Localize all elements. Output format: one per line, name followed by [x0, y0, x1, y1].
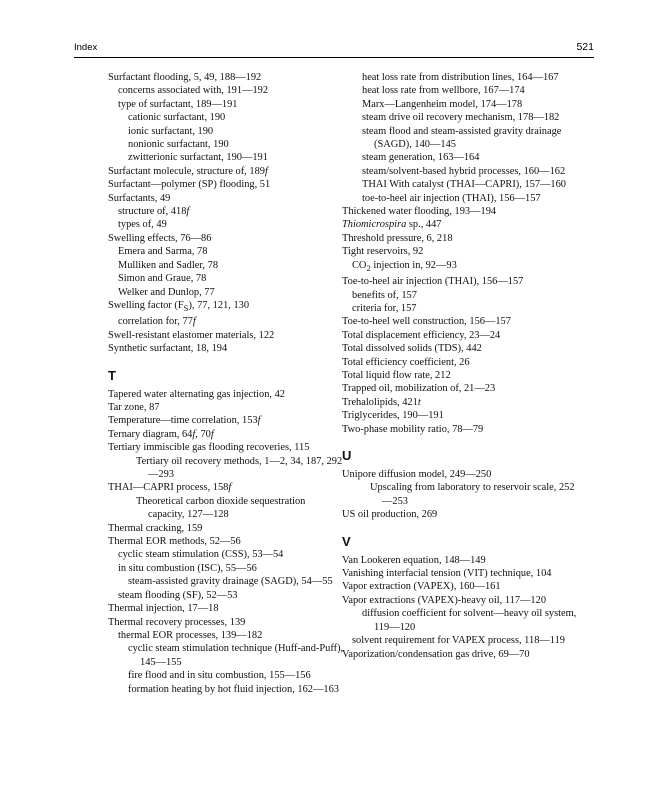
index-entry [342, 218, 578, 231]
index-subentry: cyclic steam stimulation technique (Huff-and-Puff), 145—155 [128, 643, 344, 668]
figure-marker: f [228, 482, 232, 494]
index-subentry: fire flood and in situ combustion, 155—156 [128, 670, 311, 682]
entry-text: sp., 447 [406, 219, 442, 231]
section-letter-u: U [342, 448, 352, 464]
index-subentry [108, 315, 344, 328]
index-entry: Theoretical carbon dioxide sequestration capacity, 127—128 [136, 495, 306, 521]
index-entry: Synthetic surfactant, 18, 194 [108, 343, 228, 355]
index-entry: Two-phase mobility ratio, 78—79 [342, 423, 484, 435]
index-subentry: steam/solvent-based hybrid processes, 160—162 [362, 165, 566, 177]
index-subentry [342, 259, 578, 275]
section-letter-v: V [342, 533, 351, 549]
index-subentry: steam flooding (SF), 52—53 [118, 589, 238, 601]
index-subentry: steam generation, 163—164 [362, 152, 480, 164]
running-header-section: Index [74, 42, 98, 53]
figure-marker: f [264, 165, 268, 177]
index-subentry: Marx—Langenheim model, 174—178 [362, 98, 523, 110]
index-subentry: Simon and Graue, 78 [118, 273, 207, 285]
index-entry: Tight reservoirs, 92 [342, 246, 424, 258]
entry-text: Surfactant molecule, structure of, 189 [108, 165, 265, 177]
index-subentry: in situ combustion (ISC), 55—56 [118, 562, 257, 574]
index-entry: Total displacement efficiency, 23—24 [342, 329, 501, 341]
index-entry: Total dissolved solids (TDS), 442 [342, 343, 482, 355]
index-entry: Toe-to-heel well construction, 156—157 [342, 316, 511, 328]
index-entry: Thermal cracking, 159 [108, 522, 203, 534]
index-entry: Surfactant flooding, 5, 49, 188—192 [108, 72, 262, 83]
index-entry: Van Lookeren equation, 148—149 [342, 554, 486, 566]
entry-text: CO [352, 259, 367, 271]
entry-text: Swelling factor (F [108, 299, 184, 311]
figure-marker: f [186, 206, 190, 218]
index-entry: Upscaling from laboratory to reservoir scale, 252—253 [370, 482, 575, 507]
index-subentry: benefits of, 157 [352, 289, 417, 301]
page-number: 521 [576, 41, 594, 53]
index-entry: Tertiary oil recovery methods, 1—2, 34, 187, 292—293 [136, 455, 343, 481]
entry-text: injection in, 92—93 [370, 259, 457, 271]
index-entry: Vapor extraction (VAPEX), 160—161 [342, 581, 501, 593]
index-subentry: ionic surfactant, 190 [128, 125, 214, 137]
entry-text: Ternary diagram, 64 [108, 428, 193, 440]
figure-marker: f [192, 428, 196, 440]
index-column-right [342, 71, 578, 661]
index-entry: Total liquid flow rate, 212 [342, 370, 451, 382]
index-entry: Surfactant—polymer (SP) flooding, 51 [108, 179, 271, 191]
entry-text: structure of, 418 [118, 206, 187, 218]
index-entry [342, 396, 578, 409]
index-subentry: THAI With catalyst (THAI—CAPRI), 157—160 [362, 179, 567, 191]
entry-text: correlation for, 77 [118, 316, 193, 328]
index-subentry: criteria for, 157 [352, 302, 417, 314]
index-entry: Tertiary immiscible gas flooding recoveries, 115 [108, 442, 310, 454]
index-entry [108, 414, 344, 427]
index-entry: Threshold pressure, 6, 218 [342, 232, 453, 244]
index-entry: Vanishing interfacial tension (VIT) technique, 104 [342, 568, 552, 580]
index-subentry: steam flood and steam-assisted gravity drainage (SAGD), 140—145 [362, 125, 562, 151]
index-entry: Trapped oil, mobilization of, 21—23 [342, 383, 496, 395]
index-entry [108, 428, 344, 441]
index-subentry [108, 205, 344, 218]
section-letter-t: T [108, 367, 116, 383]
index-subentry: formation heating by hot fluid injection, 162—163 [128, 683, 339, 695]
index-entry: Vaporization/condensation gas drive, 69—70 [342, 648, 530, 660]
figure-marker: f [210, 428, 214, 440]
index-subentry: solvent requirement for VAPEX process, 118—119 [352, 635, 565, 647]
entry-text: Trehalolipids, 421 [342, 396, 418, 408]
index-subentry: zwitterionic surfactant, 190—191 [128, 152, 268, 164]
entry-text: ), 77, 121, 130 [188, 299, 250, 311]
index-subentry: heat loss rate from distribution lines, 164—167 [362, 72, 559, 83]
index-entry: Triglycerides, 190—191 [342, 410, 444, 422]
subscript: 2 [366, 262, 371, 273]
index-entry: Vapor extractions (VAPEX)-heavy oil, 117—120 [342, 594, 547, 606]
index-subentry: Emera and Sarma, 78 [118, 246, 208, 258]
table-marker: t [417, 396, 421, 408]
figure-marker: f [192, 316, 196, 328]
index-subentry: toe-to-heel air injection (THAI), 156—157 [362, 192, 541, 204]
subscript: S [183, 302, 189, 313]
index-entry: US oil production, 269 [342, 509, 438, 521]
index-entry: Total efficiency coefficient, 26 [342, 356, 470, 368]
index-subentry: concerns associated with, 191—192 [118, 85, 269, 97]
index-subentry: nonionic surfactant, 190 [128, 139, 229, 151]
index-entry: Tapered water alternating gas injection, 42 [108, 388, 285, 400]
index-entry: Unipore diffusion model, 249—250 [342, 469, 492, 481]
index-entry: Thermal EOR methods, 52—56 [108, 536, 241, 548]
index-subentry: cationic surfactant, 190 [128, 112, 226, 124]
index-subentry: thermal EOR processes, 139—182 [118, 629, 263, 641]
index-entry: Tar zone, 87 [108, 402, 160, 414]
index-subentry: types of, 49 [118, 219, 167, 231]
index-subentry: Mulliken and Sadler, 78 [118, 259, 219, 271]
entry-text: Temperature—time correlation, 153 [108, 415, 258, 427]
index-entry: Toe-to-heel air injection (THAI), 156—157 [342, 276, 524, 288]
index-column-left [108, 71, 344, 696]
index-entry: Swell-resistant elastomer materials, 122 [108, 329, 275, 341]
index-subentry: steam-assisted gravity drainage (SAGD), 54—55 [128, 576, 333, 588]
index-entry: Thermal injection, 17—18 [108, 603, 219, 615]
index-subentry: heat loss rate from wellbore, 167—174 [362, 85, 525, 97]
entry-text: , 70 [195, 428, 211, 440]
index-entry: Thermal recovery processes, 139 [108, 616, 246, 628]
index-subentry: cyclic steam stimulation (CSS), 53—54 [118, 549, 284, 561]
index-subentry: steam drive oil recovery mechanism, 178—182 [362, 112, 560, 124]
figure-marker: f [257, 415, 261, 427]
header-rule [74, 57, 594, 58]
index-entry [108, 299, 344, 315]
index-subentry: type of surfactant, 189—191 [118, 98, 238, 110]
entry-text: THAI—CAPRI process, 158 [108, 482, 229, 494]
index-entry: Surfactants, 49 [108, 192, 171, 204]
index-entry: Thickened water flooding, 193—194 [342, 206, 497, 218]
index-subentry: diffusion coefficient for solvent—heavy oil system, 119—120 [362, 608, 577, 633]
index-entry [108, 481, 344, 494]
entry-text-italic: Thiomicrospira [342, 219, 407, 231]
index-entry: Swelling effects, 76—86 [108, 232, 212, 244]
index-entry [108, 165, 344, 178]
index-subentry: Welker and Dunlop, 77 [118, 286, 215, 298]
